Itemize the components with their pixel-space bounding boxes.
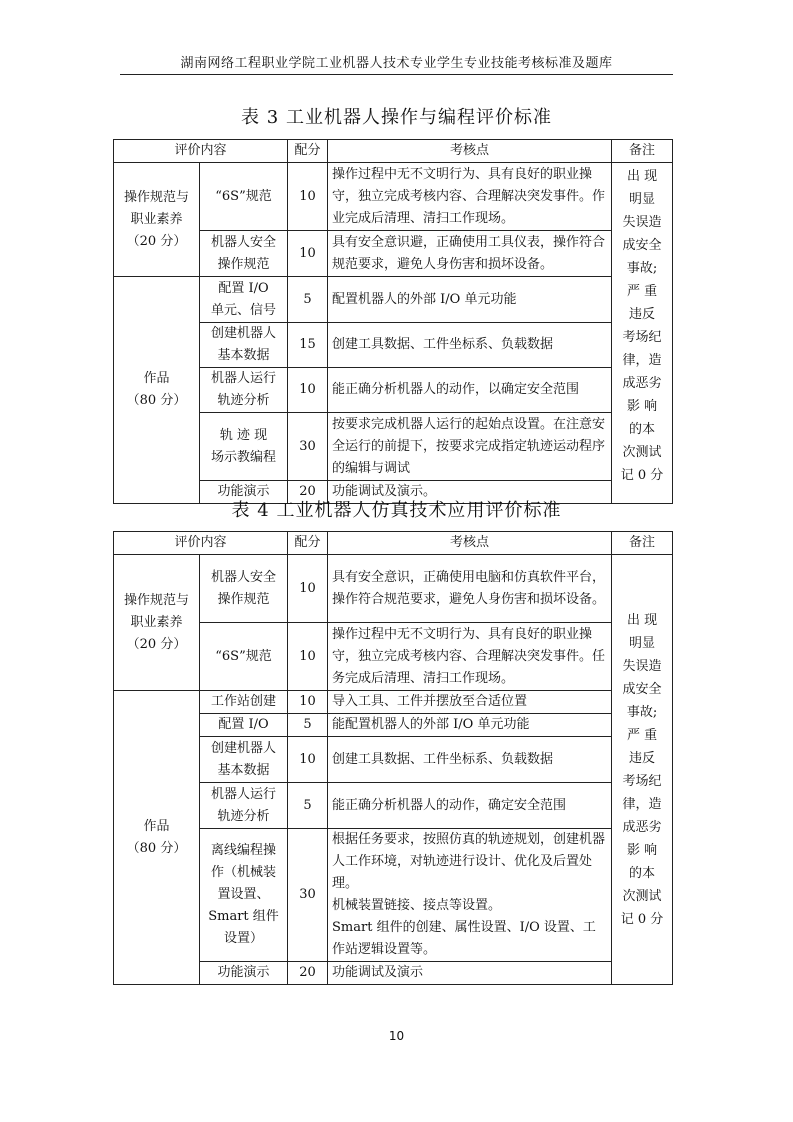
item-cell: 机器人运行 轨迹分析 xyxy=(200,783,288,829)
table-row xyxy=(114,163,673,231)
item-cell: 机器人运行 轨迹分析 xyxy=(200,368,288,413)
table3-caption: 表 3 工业机器人操作与编程评价标准 xyxy=(241,107,552,128)
table4-caption: 表 4 工业机器人仿真技术应用评价标准 xyxy=(231,500,562,521)
group-label: 作品 （80 分） xyxy=(114,277,200,504)
score-cell: 20 xyxy=(288,962,328,985)
group-label: 操作规范与 职业素养 （20 分） xyxy=(114,555,200,691)
desc-cell: 具有安全意识，正确使用电脑和仿真软件平台，操作符合规范要求，避免人身伤害和损坏设备。 xyxy=(328,555,612,623)
desc-cell: 配置机器人的外部 I/O 单元功能 xyxy=(328,277,612,323)
item-cell: “6S”规范 xyxy=(200,163,288,231)
header-content: 评价内容 xyxy=(114,532,288,555)
table3-header-row xyxy=(114,140,673,163)
header-points: 考核点 xyxy=(328,140,612,163)
score-cell: 5 xyxy=(288,277,328,323)
remark-cell: 出 现 明显 失误造 成安全 事故; 严 重 违反 考场纪 律，造 成恶劣 影 响 的本 次测试 记 0 分 xyxy=(612,163,673,504)
header-points: 考核点 xyxy=(328,532,612,555)
group-label: 操作规范与 职业素养 （20 分） xyxy=(114,163,200,277)
item-cell: 工作站创建 xyxy=(200,691,288,714)
header-remark: 备注 xyxy=(612,140,673,163)
desc-cell: 导入工具、工件并摆放至合适位置 xyxy=(328,691,612,714)
item-cell: 机器人安全 操作规范 xyxy=(200,555,288,623)
group-label: 作品 （80 分） xyxy=(114,691,200,985)
desc-cell: 功能调试及演示。 xyxy=(328,481,612,504)
item-cell: “6S”规范 xyxy=(200,623,288,691)
item-cell: 离线编程操 作（机械装 置设置、 Smart 组件 设置） xyxy=(200,829,288,962)
item-cell: 功能演示 xyxy=(200,481,288,504)
score-cell: 5 xyxy=(288,783,328,829)
header-remark: 备注 xyxy=(612,532,673,555)
desc-cell: 根据任务要求，按照仿真的轨迹规划，创建机器人工作环境，对轨迹进行设计、优化及后置处理。 机械装置链接、接点等设置。 Smart 组件的创建、属性设置、I/O 设置、工作站逻辑设置等。 xyxy=(328,829,612,962)
item-cell: 轨 迹 现 场示教编程 xyxy=(200,413,288,481)
table-row xyxy=(114,277,673,323)
table3 xyxy=(113,139,673,504)
table-row xyxy=(114,691,673,714)
score-cell: 10 xyxy=(288,555,328,623)
header-score: 配分 xyxy=(288,532,328,555)
score-cell: 10 xyxy=(288,737,328,783)
score-cell: 30 xyxy=(288,413,328,481)
table4-header-row xyxy=(114,532,673,555)
desc-cell: 能配置机器人的外部 I/O 单元功能 xyxy=(328,714,612,737)
score-cell: 20 xyxy=(288,481,328,504)
header-score: 配分 xyxy=(288,140,328,163)
score-cell: 10 xyxy=(288,691,328,714)
score-cell: 10 xyxy=(288,368,328,413)
score-cell: 15 xyxy=(288,323,328,368)
desc-cell: 能正确分析机器人的动作，以确定安全范围 xyxy=(328,368,612,413)
score-cell: 10 xyxy=(288,231,328,277)
desc-cell: 创建工具数据、工件坐标系、负载数据 xyxy=(328,737,612,783)
desc-cell: 按要求完成机器人运行的起始点设置。在注意安全运行的前提下，按要求完成指定轨迹运动程序的编辑与调试 xyxy=(328,413,612,481)
table-row xyxy=(114,555,673,623)
desc-cell: 能正确分析机器人的动作，确定安全范围 xyxy=(328,783,612,829)
score-cell: 30 xyxy=(288,829,328,962)
remark-cell: 出 现 明显 失误造 成安全 事故; 严 重 违反 考场纪 律，造 成恶劣 影 响 的本 次测试 记 0 分 xyxy=(612,555,673,985)
desc-cell: 操作过程中无不文明行为、具有良好的职业操守，独立完成考核内容、合理解决突发事件。任务完成后清理、清扫工作现场。 xyxy=(328,623,612,691)
running-header: 湖南网络工程职业学院工业机器人技术专业学生专业技能考核标准及题库 xyxy=(180,56,613,71)
score-cell: 5 xyxy=(288,714,328,737)
score-cell: 10 xyxy=(288,623,328,691)
item-cell: 配置 I/O 单元、信号 xyxy=(200,277,288,323)
item-cell: 创建机器人 基本数据 xyxy=(200,323,288,368)
header-rule xyxy=(120,74,673,75)
item-cell: 配置 I/O xyxy=(200,714,288,737)
score-cell: 10 xyxy=(288,163,328,231)
desc-cell: 创建工具数据、工件坐标系、负载数据 xyxy=(328,323,612,368)
desc-cell: 具有安全意识避，正确使用工具仪表，操作符合规范要求，避免人身伤害和损坏设备。 xyxy=(328,231,612,277)
desc-cell: 功能调试及演示 xyxy=(328,962,612,985)
table4 xyxy=(113,531,673,985)
item-cell: 功能演示 xyxy=(200,962,288,985)
desc-cell: 操作过程中无不文明行为、具有良好的职业操守，独立完成考核内容、合理解决突发事件。作业完成后清理、清扫工作现场。 xyxy=(328,163,612,231)
item-cell: 创建机器人 基本数据 xyxy=(200,737,288,783)
item-cell: 机器人安全 操作规范 xyxy=(200,231,288,277)
page-number: 10 xyxy=(388,1029,405,1043)
header-content: 评价内容 xyxy=(114,140,288,163)
